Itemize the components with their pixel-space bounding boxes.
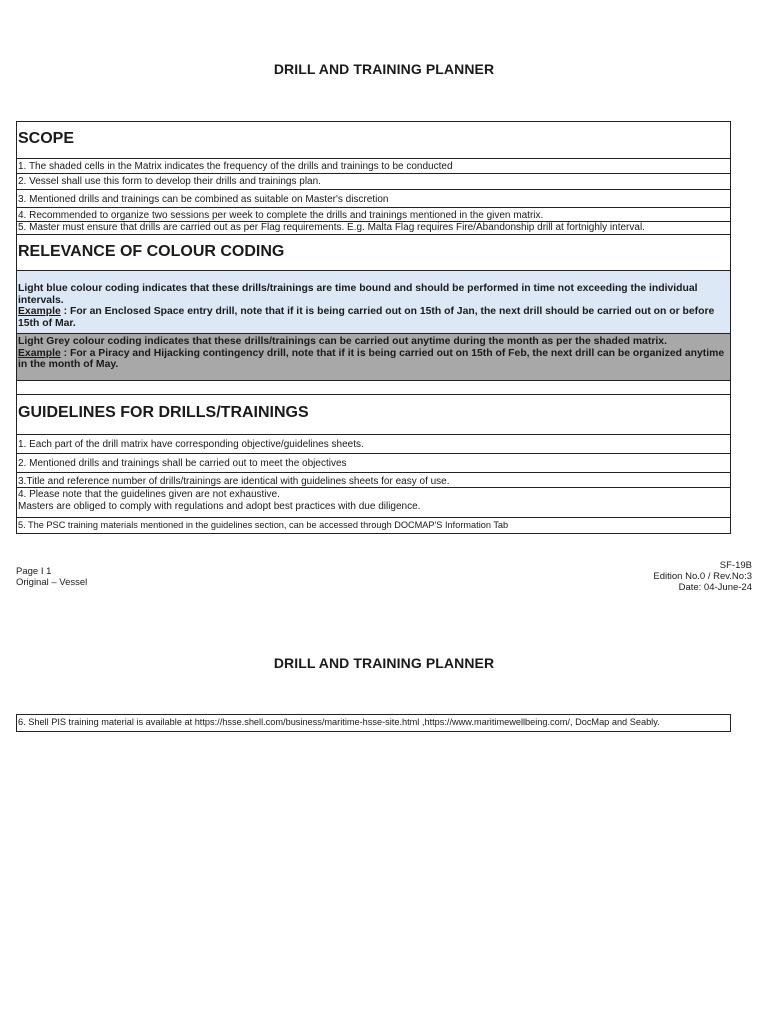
form-number: SF-19B <box>719 560 752 571</box>
guidelines-header-row <box>17 395 730 435</box>
guidelines-row <box>17 473 730 488</box>
scope-item-5: 5. Master must ensure that drills are carried out as per Flag requirements. E.g. Malta Flag requires Fire/Abandonship drill at fortnighly interval. <box>18 222 645 233</box>
grey-coding-row <box>17 334 730 381</box>
colour-header-row <box>17 235 730 271</box>
scope-item-2: 2. Vessel shall use this form to develop their drills and trainings plan. <box>18 176 321 187</box>
scope-row <box>17 222 730 235</box>
scope-item-3: 3. Mentioned drills and trainings can be combined as suitable on Master's discretion <box>18 194 389 205</box>
scope-heading: SCOPE <box>18 130 75 147</box>
document-copy: Original – Vessel <box>16 577 88 588</box>
scope-row <box>17 190 730 208</box>
guideline-item-6: 6. Shell PIS training material is available at https://hsse.shell.com/business/maritime-hsse-site.html ,https://www.maritimewellbeing.com/, DocMap and Seably. <box>18 717 660 727</box>
edition-revision: Edition No.0 / Rev.No:3 <box>653 571 752 582</box>
guideline-item-3: 3.Title and reference number of drills/trainings are identical with guidelines sheets for easy of use. <box>18 476 450 487</box>
scope-header-row <box>17 122 730 159</box>
guidelines-heading: GUIDELINES FOR DRILLS/TRAININGS <box>18 404 309 421</box>
scope-row <box>17 208 730 222</box>
page-title: DRILL AND TRAINING PLANNER <box>273 61 495 77</box>
footer-left <box>16 566 87 588</box>
guidelines-row <box>17 454 730 473</box>
scope-item-4: 4. Recommended to organize two sessions per week to complete the drills and trainings mentioned in the given matrix. <box>18 210 544 221</box>
guideline-item-2: 2. Mentioned drills and trainings shall be carried out to meet the objectives <box>18 458 347 469</box>
grey-example-text: : For a Piracy and Hijacking contingency drill, note that if it is being carried out on 15th of Feb, the next drill can be organized anytime in the month of May. <box>18 347 725 370</box>
grey-coding-description: Light Grey colour coding indicates that these drills/trainings can be carried out anytime during the month as per the shaded matrix. <box>18 336 667 347</box>
guideline-item-4-continued: Masters are obliged to comply with regulations and adopt best practices with due diligence. <box>18 501 421 512</box>
page-number: Page I 1 <box>16 566 52 577</box>
guideline-item-1: 1. Each part of the drill matrix have corresponding objective/guidelines sheets. <box>18 439 364 450</box>
blue-example-text: : For an Enclosed Space entry drill, note that if it is being carried out on 15th of Jan, the next drill should be carried out on or before 15th of Mar. <box>18 306 715 329</box>
guidelines-row <box>17 435 730 454</box>
blue-coding-text <box>17 283 730 329</box>
scope-row <box>17 174 730 190</box>
guideline-item-5: 5. The PSC training materials mentioned in the guidelines section, can be accessed through DOCMAP'S Information Tab <box>18 520 509 530</box>
scope-item-1: 1. The shaded cells in the Matrix indicates the frequency of the drills and trainings to be conducted <box>18 161 453 172</box>
spacer-row <box>17 381 730 395</box>
guidelines-row <box>17 518 730 533</box>
page-title-2: DRILL AND TRAINING PLANNER <box>273 655 495 671</box>
blue-example-label: Example <box>18 306 61 317</box>
blue-coding-row <box>17 271 730 334</box>
scope-row <box>17 159 730 174</box>
guidelines-row <box>17 488 730 518</box>
issue-date: Date: 04-June-24 <box>678 582 752 593</box>
colour-heading: RELEVANCE OF COLOUR CODING <box>18 243 285 260</box>
footer-right <box>653 560 752 593</box>
blue-coding-description: Light blue colour coding indicates that these drills/trainings are time bound and should be performed in time not exceeding the individual intervals. <box>18 283 698 306</box>
planner-table <box>16 121 731 534</box>
grey-coding-text <box>17 336 730 371</box>
guideline-item-4: 4. Please note that the guidelines given are not exhaustive. <box>18 489 280 500</box>
page2-table <box>16 714 731 732</box>
grey-example-label: Example <box>18 347 61 359</box>
